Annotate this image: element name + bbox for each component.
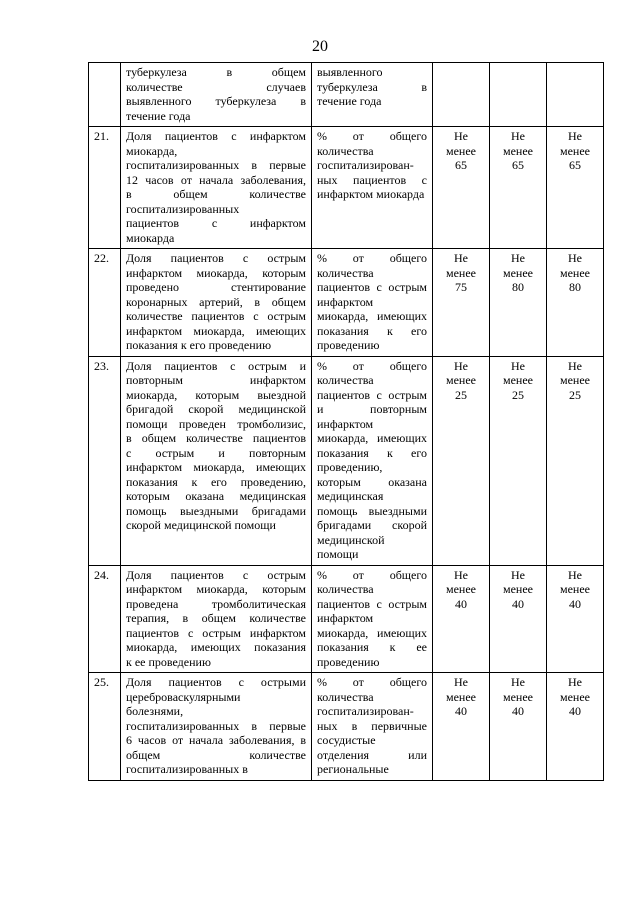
target-value-line: 75	[455, 280, 467, 294]
indicator-name-line: 6 часов от начала заболевания, в	[126, 733, 306, 747]
indicator-name-line: проведено стентирование	[126, 280, 306, 294]
measurement-unit-line: пациентов с острым	[317, 280, 427, 294]
target-value-line: 25	[569, 387, 581, 402]
measurement-unit-line: ных в первичные	[317, 718, 427, 733]
target-value-line: 40	[512, 704, 524, 718]
indicator-name-line: общем количестве	[126, 747, 306, 762]
measurement-unit-line: % от общего	[317, 251, 427, 265]
measurement-unit	[312, 249, 433, 357]
measurement-unit-line: количества	[317, 689, 374, 704]
target-value-3	[547, 356, 604, 565]
measurement-unit	[312, 565, 433, 673]
target-value-line: Не	[511, 675, 525, 689]
indicator-name-line: которым оказана медицинская	[126, 489, 306, 503]
indicator-name-line: миокарда, имеющих показания	[126, 640, 306, 654]
measurement-unit-line: показания к его	[317, 323, 427, 338]
measurement-unit-line: инфарктом	[317, 294, 374, 309]
target-value-line: Не	[511, 567, 525, 582]
indicator-name-line: пациентов с инфарктом	[126, 216, 306, 230]
measurement-unit-line: миокарда, имеющих	[317, 625, 427, 640]
measurement-unit-line: % от общего	[317, 358, 427, 373]
target-value-line: менее	[446, 582, 476, 596]
target-value-1	[433, 127, 490, 249]
measurement-unit-line: госпитализирован-	[317, 704, 414, 718]
indicator-name-line: госпитализированных в первые	[126, 718, 306, 733]
measurement-unit-line: помощь выездными	[317, 503, 427, 518]
target-value-3	[547, 249, 604, 357]
target-value-2	[490, 565, 547, 673]
indicator-name-line: Доля пациентов с острым	[126, 567, 306, 582]
target-value-1	[433, 249, 490, 357]
measurement-unit	[312, 356, 433, 565]
indicator-name-line: течение года	[126, 108, 191, 123]
target-value-line: 65	[512, 158, 524, 172]
indicator-name-line: инфарктом миокарда, которым	[126, 582, 306, 596]
measurement-unit-line: % от общего	[317, 675, 427, 689]
target-value-line: 40	[455, 704, 467, 718]
table-row	[89, 249, 604, 357]
measurement-unit-line: сосудистые	[317, 733, 376, 747]
indicator-name-line: туберкулеза в общем	[126, 65, 306, 79]
measurement-unit-line: пациентов с острым	[317, 596, 427, 611]
measurement-unit-line: % от общего	[317, 129, 427, 143]
indicator-name-line: помощи проведен тромболизис,	[126, 416, 306, 431]
measurement-unit-line: медицинская	[317, 489, 384, 503]
target-value-1	[433, 356, 490, 565]
indicator-name	[121, 127, 312, 249]
indicator-name-line: миокарда, которым выездной	[126, 387, 306, 402]
indicator-name-line: госпитализированных в первые	[126, 158, 306, 172]
indicator-name-line: госпитализированных в	[126, 762, 248, 776]
target-value-line: менее	[503, 689, 533, 704]
indicator-name-line: проведена тромболитическая	[126, 596, 306, 611]
target-value-line: менее	[503, 373, 533, 387]
indicator-name-line: Доля пациентов с острым и	[126, 358, 306, 373]
indicator-name-line: повторным инфарктом	[126, 373, 306, 387]
target-value-line: менее	[446, 143, 476, 158]
indicator-name	[121, 356, 312, 565]
row-number: 23.	[89, 356, 121, 565]
measurement-unit-line: выявленного	[317, 65, 383, 79]
measurement-unit-line: госпитализирован-	[317, 158, 414, 172]
target-value-line: менее	[503, 582, 533, 596]
indicator-name-line: в общем количестве пациентов	[126, 431, 306, 445]
target-value-line: 40	[569, 596, 581, 611]
measurement-unit-line: количества	[317, 582, 374, 596]
measurement-unit-line: региональные	[317, 762, 389, 776]
target-value-line: менее	[560, 689, 590, 704]
measurement-unit-line: % от общего	[317, 567, 427, 582]
target-value-2	[490, 63, 547, 127]
indicator-name-line: инфарктом миокарда, которым	[126, 265, 306, 280]
target-value-line: Не	[454, 251, 468, 265]
row-number: 21.	[89, 127, 121, 249]
indicator-name-line: количестве пациентов с острым	[126, 309, 306, 323]
target-value-line: Не	[511, 129, 525, 143]
target-value-line: менее	[503, 265, 533, 280]
measurement-unit-line: помощи	[317, 547, 359, 561]
indicator-name-line: выявленного туберкулеза в	[126, 94, 306, 108]
target-value-line: 25	[455, 387, 467, 402]
target-value-3	[547, 565, 604, 673]
measurement-unit	[312, 127, 433, 249]
target-value-line: 80	[569, 280, 581, 294]
target-value-line: 25	[512, 387, 524, 402]
measurement-unit-line: показания к его	[317, 445, 427, 460]
target-value-line: Не	[511, 251, 525, 265]
indicator-name-line: показания к его проведению	[126, 338, 272, 352]
indicator-name-line: бригадой скорой медицинской	[126, 402, 306, 416]
table-row	[89, 565, 604, 673]
measurement-unit	[312, 673, 433, 781]
indicator-name-line: количестве случаев	[126, 79, 306, 94]
table-row	[89, 673, 604, 781]
target-value-1	[433, 63, 490, 127]
measurement-unit-line: ных пациентов с	[317, 172, 427, 187]
target-value-line: Не	[511, 358, 525, 373]
measurement-unit-line: показания к ее	[317, 640, 427, 654]
indicator-name-line: коронарных артерий, в общем	[126, 294, 306, 309]
indicator-name-line: терапия, в общем количестве	[126, 611, 306, 625]
measurement-unit-line: туберкулеза в	[317, 79, 427, 94]
measurement-unit-line: проведению	[317, 654, 380, 669]
indicator-name-line: инфарктом миокарда, имеющих	[126, 323, 306, 338]
indicator-name-line: цереброваскулярными	[126, 689, 241, 704]
measurement-unit	[312, 63, 433, 127]
measurement-unit-line: инфарктом	[317, 416, 374, 431]
target-value-3	[547, 127, 604, 249]
indicator-name-line: помощь выездными бригадами	[126, 503, 306, 518]
indicator-name-line: миокарда,	[126, 143, 178, 158]
measurement-unit-line: проведению	[317, 338, 380, 352]
target-value-line: 40	[512, 596, 524, 611]
target-value-3	[547, 673, 604, 781]
target-value-line: Не	[568, 358, 582, 373]
target-value-2	[490, 127, 547, 249]
measurement-unit-line: и повторным	[317, 402, 427, 416]
indicator-name-line: показания к его проведению,	[126, 474, 306, 489]
target-value-line: Не	[568, 129, 582, 143]
measurement-unit-line: инфарктом	[317, 611, 374, 625]
indicator-name-line: пациентов с острым инфарктом	[126, 625, 306, 640]
measurement-unit-line: количества	[317, 265, 374, 280]
measurement-unit-line: миокарда, имеющих	[317, 431, 427, 445]
measurement-unit-line: миокарда, имеющих	[317, 309, 427, 323]
target-value-2	[490, 356, 547, 565]
target-value-line: Не	[568, 251, 582, 265]
row-number: 24.	[89, 565, 121, 673]
table-row	[89, 63, 604, 127]
target-value-3	[547, 63, 604, 127]
target-value-line: менее	[446, 689, 476, 704]
target-value-line: менее	[560, 265, 590, 280]
indicator-name	[121, 565, 312, 673]
indicator-name	[121, 63, 312, 127]
indicator-name-line: миокарда	[126, 230, 175, 245]
measurement-unit-line: отделения или	[317, 747, 427, 762]
target-value-line: менее	[560, 582, 590, 596]
target-value-line: Не	[568, 675, 582, 689]
indicator-name	[121, 673, 312, 781]
target-value-line: 65	[455, 158, 467, 172]
target-value-line: менее	[446, 373, 476, 387]
indicator-name-line: болезнями,	[126, 704, 184, 718]
measurement-unit-line: количества	[317, 373, 374, 387]
target-value-line: Не	[454, 675, 468, 689]
target-value-line: менее	[560, 373, 590, 387]
indicator-name-line: Доля пациентов с острыми	[126, 675, 306, 689]
row-number: 22.	[89, 249, 121, 357]
measurement-unit-line: количества	[317, 143, 374, 158]
indicator-name-line: Доля пациентов с острым	[126, 251, 306, 265]
target-value-line: Не	[454, 358, 468, 373]
indicators-table	[88, 62, 604, 781]
table-body	[89, 63, 604, 781]
target-value-line: 65	[569, 158, 581, 172]
target-value-1	[433, 565, 490, 673]
indicator-name-line: скорой медицинской помощи	[126, 518, 276, 532]
target-value-line: Не	[454, 129, 468, 143]
target-value-line: менее	[446, 265, 476, 280]
measurement-unit-line: пациентов с острым	[317, 387, 427, 402]
indicator-name	[121, 249, 312, 357]
target-value-2	[490, 249, 547, 357]
target-value-1	[433, 673, 490, 781]
indicator-name-line: 12 часов от начала заболевания,	[126, 172, 306, 187]
target-value-line: 40	[455, 596, 467, 611]
indicator-name-line: Доля пациентов с инфарктом	[126, 129, 306, 143]
table-row	[89, 356, 604, 565]
target-value-2	[490, 673, 547, 781]
page-number: 20	[312, 38, 328, 55]
indicator-name-line: инфарктом миокарда, имеющих	[126, 460, 306, 474]
indicator-name-line: госпитализированных	[126, 201, 240, 216]
measurement-unit-line: течение года	[317, 94, 382, 108]
row-number	[89, 63, 121, 127]
table-row	[89, 127, 604, 249]
measurement-unit-line: инфарктом миокарда	[317, 187, 425, 201]
target-value-line: Не	[454, 567, 468, 582]
measurement-unit-line: медицинской	[317, 532, 385, 547]
target-value-line: 40	[569, 704, 581, 718]
target-value-line: менее	[503, 143, 533, 158]
indicator-name-line: к ее проведению	[126, 654, 211, 669]
measurement-unit-line: проведению,	[317, 460, 383, 474]
target-value-line: 80	[512, 280, 524, 294]
measurement-unit-line: которым оказана	[317, 474, 427, 489]
indicator-name-line: в общем количестве	[126, 187, 306, 201]
measurement-unit-line: бригадами скорой	[317, 518, 427, 532]
target-value-line: Не	[568, 567, 582, 582]
row-number: 25.	[89, 673, 121, 781]
indicator-name-line: с острым и повторным	[126, 445, 306, 460]
target-value-line: менее	[560, 143, 590, 158]
